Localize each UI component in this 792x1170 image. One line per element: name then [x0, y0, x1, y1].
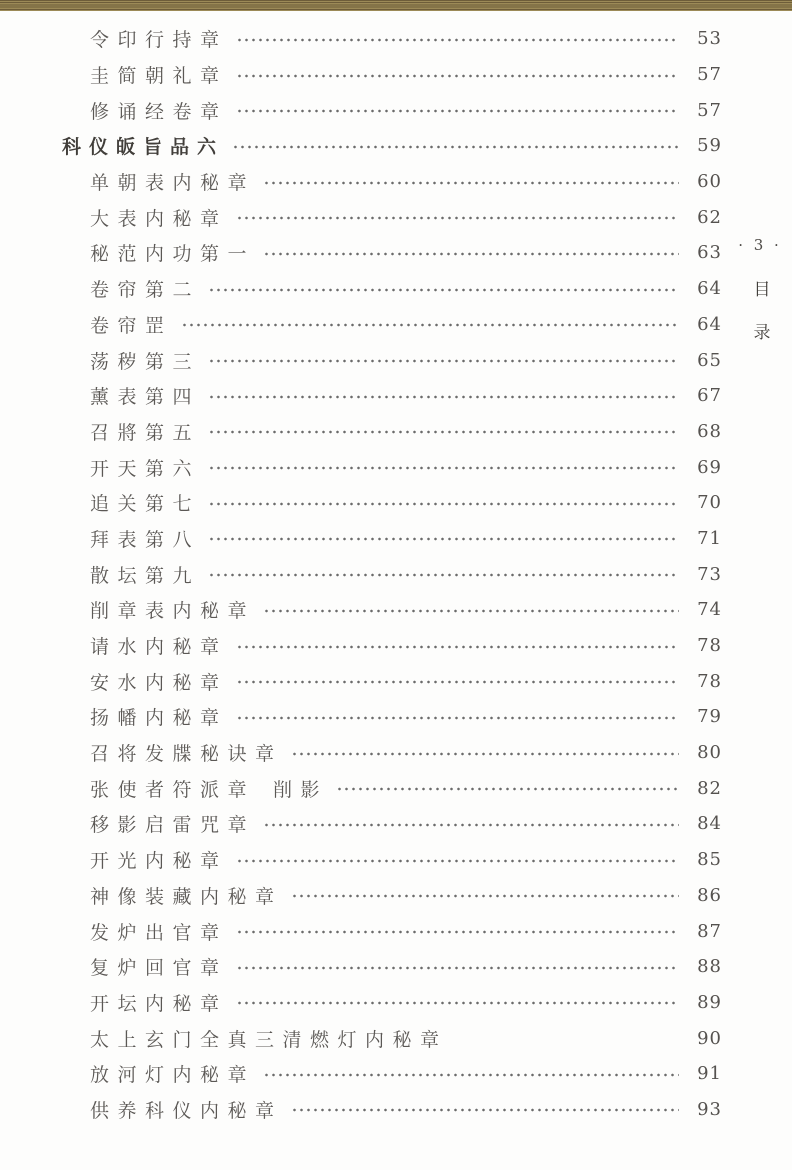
- toc-entry-title: 令印行持章: [90, 29, 228, 52]
- toc-entry-page: 86: [697, 884, 722, 906]
- toc-entry: [62, 1020, 722, 1056]
- toc-entry-page: 93: [697, 1098, 722, 1120]
- toc-entry-page: 65: [697, 349, 722, 371]
- dotted-leader: [208, 501, 679, 507]
- dotted-leader: [236, 715, 679, 721]
- toc-entry-page: 68: [697, 420, 722, 442]
- dotted-leader: [236, 965, 679, 971]
- toc-entry-page: 53: [697, 28, 722, 50]
- toc-entry-page: 70: [697, 492, 722, 514]
- toc-entry-page: 90: [697, 1027, 722, 1049]
- dotted-leader: [236, 37, 679, 43]
- toc-entry: [62, 57, 722, 93]
- toc-entry-page: 78: [697, 635, 722, 657]
- toc-entry: [62, 1092, 722, 1128]
- toc-entry: [62, 985, 722, 1021]
- dotted-leader: [263, 1072, 679, 1078]
- dotted-leader: [208, 358, 679, 364]
- toc-entry: [62, 556, 722, 592]
- toc-entry-title: 发炉出官章: [90, 921, 228, 944]
- page-top-border: [0, 0, 792, 11]
- toc-entry-title: 供养科仪内秘章: [90, 1099, 283, 1122]
- toc-entry-page: 69: [697, 456, 722, 478]
- toc-entry-title: 薰表第四: [90, 386, 201, 409]
- dotted-leader: [236, 215, 679, 221]
- toc-entry-page: 62: [697, 206, 722, 228]
- toc-entry-page: 84: [697, 813, 722, 835]
- toc-entry-page: 67: [697, 385, 722, 407]
- dotted-leader: [291, 893, 679, 899]
- toc-entry-title: 科仪皈旨品六: [62, 136, 225, 159]
- toc-entry: [62, 913, 722, 949]
- dotted-leader: [208, 394, 679, 400]
- toc-entry-title: 扬幡内秘章: [90, 707, 228, 730]
- page-margin: [736, 236, 784, 370]
- toc-entry-page: 59: [697, 135, 722, 157]
- toc-entry-title: 神像装藏内秘章: [90, 885, 283, 908]
- dotted-leader: [181, 322, 679, 328]
- toc-list: [62, 21, 722, 1127]
- dotted-leader: [236, 1000, 679, 1006]
- margin-title-vertical: 目录: [749, 280, 770, 366]
- folio-page-number: · 3 ·: [738, 236, 782, 254]
- toc-entry-title: 单朝表内秘章: [90, 172, 256, 195]
- toc-entry-title: 复炉回官章: [90, 957, 228, 980]
- toc-entry: [62, 842, 722, 878]
- dotted-leader: [291, 1107, 679, 1113]
- toc-entry-page: 87: [697, 920, 722, 942]
- toc-entry-page: 73: [697, 563, 722, 585]
- dotted-leader: [336, 786, 679, 792]
- toc-entry-title: 追关第七: [90, 493, 201, 516]
- toc-entry: [62, 878, 722, 914]
- toc-entry-page: 80: [697, 742, 722, 764]
- toc-entry: [62, 663, 722, 699]
- toc-entry: [62, 307, 722, 343]
- toc-entry-page: 64: [697, 278, 722, 300]
- dotted-leader: [236, 679, 679, 685]
- dotted-leader: [236, 73, 679, 79]
- toc-entry-title: 开天第六: [90, 457, 201, 480]
- dotted-leader: [236, 929, 679, 935]
- dotted-leader: [263, 608, 679, 614]
- toc-entry-title: 请水内秘章: [90, 636, 228, 659]
- toc-entry-page: 57: [697, 64, 722, 86]
- toc-entry-title: 移影启雷咒章: [90, 814, 256, 837]
- toc-entry-title: 开光内秘章: [90, 850, 228, 873]
- toc-entry: [62, 449, 722, 485]
- toc-entry-title: 秘范内功第一: [90, 243, 256, 266]
- dotted-leader: [291, 751, 679, 757]
- toc-entry: [62, 735, 722, 771]
- toc-entry: [62, 699, 722, 735]
- toc-entry-page: 63: [697, 242, 722, 264]
- toc-entry: [62, 21, 722, 57]
- toc-entry: [62, 235, 722, 271]
- toc-entry: [62, 770, 722, 806]
- dotted-leader: [208, 572, 679, 578]
- toc-entry: [62, 521, 722, 557]
- dotted-leader: [236, 108, 679, 114]
- toc-entry-title: 大表内秘章: [90, 207, 228, 230]
- toc-entry: [62, 164, 722, 200]
- dotted-leader: [263, 251, 679, 257]
- toc-entry-subtitle: 削影: [273, 778, 329, 801]
- toc-entry: [62, 378, 722, 414]
- toc-entry: [62, 342, 722, 378]
- dotted-leader: [232, 144, 679, 150]
- dotted-leader: [208, 287, 679, 293]
- toc-entry-title: 散坛第九: [90, 564, 201, 587]
- toc-entry-title: 召将发牒秘诀章: [90, 743, 283, 766]
- toc-entry-page: 78: [697, 670, 722, 692]
- toc-entry-page: 91: [697, 1063, 722, 1085]
- toc-entry: [62, 92, 722, 128]
- toc-entry-page: 79: [697, 706, 722, 728]
- toc-entry-title: 张使者符派章: [90, 778, 256, 801]
- dotted-leader: [263, 180, 679, 186]
- toc-entry-title: 圭简朝礼章: [90, 65, 228, 88]
- toc-entry-title: 召將第五: [90, 421, 201, 444]
- toc-entry-title: 安水内秘章: [90, 671, 228, 694]
- toc-entry: [62, 485, 722, 521]
- toc-entry: [62, 199, 722, 235]
- dotted-leader: [208, 465, 679, 471]
- toc-entry-page: 85: [697, 849, 722, 871]
- toc-entry-title: 开坛内秘章: [90, 992, 228, 1015]
- toc-entry-page: 60: [697, 171, 722, 193]
- dotted-leader: [236, 858, 679, 864]
- toc-entry-page: 82: [697, 777, 722, 799]
- toc-entry: [62, 271, 722, 307]
- toc-entry-page: 74: [697, 599, 722, 621]
- toc-entry-title: 太上玄门全真三清燃灯内秘章: [90, 1028, 448, 1051]
- toc-entry-page: 71: [697, 527, 722, 549]
- toc-entry-page: 57: [697, 99, 722, 121]
- toc-entry: [62, 128, 722, 164]
- toc-entry-title: 卷帘第二: [90, 279, 201, 302]
- toc-entry-page: 88: [697, 956, 722, 978]
- toc-entry: [62, 592, 722, 628]
- dotted-leader: [263, 822, 679, 828]
- toc-entry-title: 拜表第八: [90, 528, 201, 551]
- dotted-leader: [208, 536, 679, 542]
- toc-entry-page: 64: [697, 313, 722, 335]
- toc-entry-title: 削章表内秘章: [90, 600, 256, 623]
- toc-entry-title: 卷帘罡: [90, 314, 173, 337]
- toc-entry-page: 89: [697, 991, 722, 1013]
- toc-entry-title: 修诵经卷章: [90, 100, 228, 123]
- toc-entry: [62, 628, 722, 664]
- toc-entry: [62, 414, 722, 450]
- toc-entry: [62, 806, 722, 842]
- toc-entry: [62, 949, 722, 985]
- toc-entry-title: 荡秽第三: [90, 350, 201, 373]
- dotted-leader: [208, 429, 679, 435]
- toc-entry-title: 放河灯内秘章: [90, 1064, 256, 1087]
- toc-entry: [62, 1056, 722, 1092]
- dotted-leader: [236, 644, 679, 650]
